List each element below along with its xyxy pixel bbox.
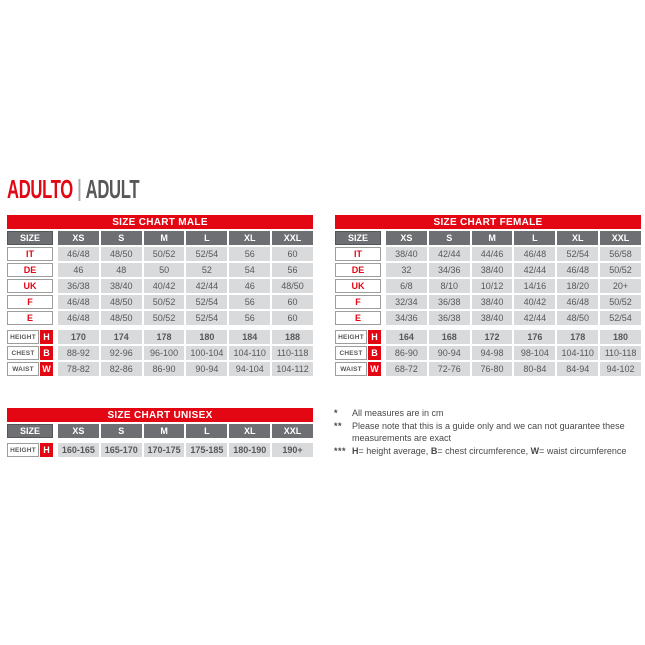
measure-row-waist bbox=[335, 362, 641, 376]
measure-cell: 172 bbox=[472, 330, 513, 344]
badge-h: H bbox=[40, 330, 53, 344]
size-cell: 34/36 bbox=[386, 311, 427, 325]
measure-label-wrap bbox=[7, 346, 53, 360]
measure-cell: 88-92 bbox=[58, 346, 99, 360]
size-cell: 14/16 bbox=[514, 279, 555, 293]
size-cell: 56 bbox=[229, 247, 270, 261]
measure-cell: 180-190 bbox=[229, 443, 270, 457]
measure-cell: 96-100 bbox=[144, 346, 185, 360]
measure-cell: 104-110 bbox=[557, 346, 598, 360]
column-header-l: L bbox=[514, 231, 555, 245]
column-header-row bbox=[7, 231, 313, 245]
row-label-waist: WAIST bbox=[335, 362, 367, 376]
measure-cell: 178 bbox=[557, 330, 598, 344]
column-header-cells bbox=[58, 424, 313, 438]
measure-label-wrap bbox=[7, 362, 53, 376]
size-cell: 32/34 bbox=[386, 295, 427, 309]
size-cell: 46/48 bbox=[58, 311, 99, 325]
measure-cell: 165-170 bbox=[101, 443, 142, 457]
size-row-cells bbox=[386, 295, 641, 309]
footnote-marker: ** bbox=[334, 421, 343, 431]
column-header-xxl: XXL bbox=[600, 231, 641, 245]
badge-w: W bbox=[40, 362, 53, 376]
title-divider: | bbox=[77, 174, 82, 201]
size-cell: 36/38 bbox=[429, 311, 470, 325]
measure-label-wrap bbox=[335, 346, 381, 360]
size-cell: 52/54 bbox=[186, 247, 227, 261]
row-label-f: F bbox=[7, 295, 53, 309]
footnote-bold-term: W bbox=[530, 445, 540, 456]
footnote-text: H= height average, B= chest circumference, W= waist circumference bbox=[352, 445, 627, 456]
size-cell: 38/40 bbox=[472, 295, 513, 309]
measure-label-wrap bbox=[335, 362, 381, 376]
measure-cell: 110-118 bbox=[272, 346, 313, 360]
size-cell: 46/48 bbox=[514, 247, 555, 261]
row-label-height: HEIGHT bbox=[335, 330, 367, 344]
size-cell: 48/50 bbox=[101, 247, 142, 261]
size-cell: 46/48 bbox=[58, 247, 99, 261]
size-row-e bbox=[7, 311, 313, 325]
measure-row-chest bbox=[335, 346, 641, 360]
size-cell: 48/50 bbox=[272, 279, 313, 293]
size-row-f bbox=[7, 295, 313, 309]
measure-cell: 94-102 bbox=[600, 362, 641, 376]
size-row-cells bbox=[58, 279, 313, 293]
column-header-xs: XS bbox=[58, 424, 99, 438]
measure-label-wrap bbox=[335, 330, 381, 344]
measure-cell: 72-76 bbox=[429, 362, 470, 376]
size-cell: 36/38 bbox=[429, 295, 470, 309]
badge-w: W bbox=[368, 362, 381, 376]
row-label-uk: UK bbox=[335, 279, 381, 293]
column-header-xxl: XXL bbox=[272, 231, 313, 245]
measure-cell: 80-84 bbox=[514, 362, 555, 376]
size-cell: 56 bbox=[229, 295, 270, 309]
row-label-chest: CHEST bbox=[335, 346, 367, 360]
column-header-xl: XL bbox=[229, 231, 270, 245]
size-cell: 52 bbox=[186, 263, 227, 277]
measure-cell: 90-94 bbox=[186, 362, 227, 376]
size-cell: 52/54 bbox=[600, 311, 641, 325]
footnote-marker: * bbox=[334, 408, 339, 418]
size-cell: 42/44 bbox=[514, 263, 555, 277]
measure-cell: 94-104 bbox=[229, 362, 270, 376]
column-header-xs: XS bbox=[386, 231, 427, 245]
measure-row-cells bbox=[58, 362, 313, 376]
column-header-cells bbox=[386, 231, 641, 245]
column-header-xs: XS bbox=[58, 231, 99, 245]
size-cell: 48/50 bbox=[101, 295, 142, 309]
page-title bbox=[7, 173, 140, 204]
size-cell: 46/48 bbox=[557, 263, 598, 277]
row-label-de: DE bbox=[7, 263, 53, 277]
size-row-cells bbox=[58, 263, 313, 277]
size-cell: 38/40 bbox=[472, 263, 513, 277]
size-cell: 48/50 bbox=[557, 311, 598, 325]
column-header-m: M bbox=[144, 231, 185, 245]
measure-cell: 92-96 bbox=[101, 346, 142, 360]
size-cell: 60 bbox=[272, 311, 313, 325]
measure-cell: 175-185 bbox=[186, 443, 227, 457]
size-cell: 50/52 bbox=[144, 295, 185, 309]
size-row-de bbox=[7, 263, 313, 277]
size-cell: 42/44 bbox=[429, 247, 470, 261]
column-header-m: M bbox=[472, 231, 513, 245]
measure-row-cells bbox=[58, 330, 313, 344]
size-cell: 38/40 bbox=[101, 279, 142, 293]
size-chart-male-table bbox=[7, 215, 313, 378]
measure-row-cells bbox=[386, 362, 641, 376]
measure-cell: 104-112 bbox=[272, 362, 313, 376]
column-header-row bbox=[7, 424, 313, 438]
size-cell: 52/54 bbox=[186, 295, 227, 309]
column-header-s: S bbox=[429, 231, 470, 245]
measure-row-height bbox=[7, 330, 313, 344]
row-label-de: DE bbox=[335, 263, 381, 277]
measure-label-wrap bbox=[7, 330, 53, 344]
measure-cell: 94-98 bbox=[472, 346, 513, 360]
size-cell: 18/20 bbox=[557, 279, 598, 293]
size-cell: 6/8 bbox=[386, 279, 427, 293]
size-cell: 56/58 bbox=[600, 247, 641, 261]
size-row-f bbox=[335, 295, 641, 309]
column-header-row bbox=[335, 231, 641, 245]
row-label-f: F bbox=[335, 295, 381, 309]
size-cell: 54 bbox=[229, 263, 270, 277]
size-cell: 32 bbox=[386, 263, 427, 277]
footnote-2 bbox=[334, 421, 645, 444]
measure-cell: 184 bbox=[229, 330, 270, 344]
table-title-female: SIZE CHART FEMALE bbox=[335, 215, 641, 229]
measure-cell: 176 bbox=[514, 330, 555, 344]
size-cell: 60 bbox=[272, 295, 313, 309]
badge-b: B bbox=[40, 346, 53, 360]
measure-cell: 98-104 bbox=[514, 346, 555, 360]
size-cell: 52/54 bbox=[186, 311, 227, 325]
measure-row-height bbox=[335, 330, 641, 344]
size-row-cells bbox=[386, 279, 641, 293]
size-cell: 50 bbox=[144, 263, 185, 277]
size-column-header: SIZE bbox=[7, 424, 53, 438]
measure-cell: 160-165 bbox=[58, 443, 99, 457]
size-cell: 46 bbox=[229, 279, 270, 293]
measure-cell: 164 bbox=[386, 330, 427, 344]
size-cell: 46/48 bbox=[557, 295, 598, 309]
measure-cell: 78-82 bbox=[58, 362, 99, 376]
size-cell: 48 bbox=[101, 263, 142, 277]
measure-row-cells bbox=[58, 443, 313, 457]
measure-row-height bbox=[7, 443, 313, 457]
badge-b: B bbox=[368, 346, 381, 360]
measure-cell: 190+ bbox=[272, 443, 313, 457]
column-header-s: S bbox=[101, 424, 142, 438]
size-cell: 48/50 bbox=[101, 311, 142, 325]
size-cell: 38/40 bbox=[472, 311, 513, 325]
column-header-l: L bbox=[186, 231, 227, 245]
measure-cell: 170 bbox=[58, 330, 99, 344]
size-cell: 52/54 bbox=[557, 247, 598, 261]
badge-h: H bbox=[368, 330, 381, 344]
size-cell: 50/52 bbox=[144, 247, 185, 261]
column-header-xxl: XXL bbox=[272, 424, 313, 438]
measure-cell: 170-175 bbox=[144, 443, 185, 457]
size-cell: 42/44 bbox=[514, 311, 555, 325]
measure-cell: 180 bbox=[600, 330, 641, 344]
measure-row-cells bbox=[386, 330, 641, 344]
size-cell: 42/44 bbox=[186, 279, 227, 293]
footnote-1 bbox=[334, 408, 645, 420]
measure-cell: 188 bbox=[272, 330, 313, 344]
size-row-cells bbox=[58, 247, 313, 261]
size-cell: 40/42 bbox=[514, 295, 555, 309]
size-cell: 50/52 bbox=[144, 311, 185, 325]
measure-cell: 84-94 bbox=[557, 362, 598, 376]
size-cell: 60 bbox=[272, 247, 313, 261]
footnote-marker: *** bbox=[334, 445, 347, 456]
size-cell: 56 bbox=[272, 263, 313, 277]
measure-cell: 68-72 bbox=[386, 362, 427, 376]
row-label-height: HEIGHT bbox=[7, 443, 39, 457]
measure-cell: 104-110 bbox=[229, 346, 270, 360]
measure-cell: 82-86 bbox=[101, 362, 142, 376]
size-chart-female-table bbox=[335, 215, 641, 378]
footnote-bold-term: B bbox=[430, 445, 438, 456]
measure-cell: 178 bbox=[144, 330, 185, 344]
size-row-it bbox=[335, 247, 641, 261]
size-cell: 34/36 bbox=[429, 263, 470, 277]
size-row-cells bbox=[58, 311, 313, 325]
measure-label-wrap bbox=[7, 443, 53, 457]
table-body-male bbox=[7, 231, 313, 376]
row-label-waist: WAIST bbox=[7, 362, 39, 376]
page-title-italian: ADULTO bbox=[7, 173, 73, 204]
footnote-3 bbox=[334, 446, 645, 458]
column-header-xl: XL bbox=[557, 231, 598, 245]
footnote-text: All measures are in cm bbox=[352, 408, 444, 418]
size-cell: 40/42 bbox=[144, 279, 185, 293]
measure-cell: 86-90 bbox=[386, 346, 427, 360]
size-cell: 50/52 bbox=[600, 263, 641, 277]
size-row-cells bbox=[386, 263, 641, 277]
table-title-unisex: SIZE CHART UNISEX bbox=[7, 408, 313, 422]
size-cell: 10/12 bbox=[472, 279, 513, 293]
row-label-e: E bbox=[335, 311, 381, 325]
size-column-header: SIZE bbox=[335, 231, 381, 245]
footnote-text: Please note that this is a guide only and we can not guarantee these measurements are exact bbox=[352, 421, 625, 443]
row-label-it: IT bbox=[7, 247, 53, 261]
column-header-l: L bbox=[186, 424, 227, 438]
table-body-female bbox=[335, 231, 641, 376]
page-title-english: ADULT bbox=[85, 173, 140, 204]
measure-cell: 110-118 bbox=[600, 346, 641, 360]
size-row-e bbox=[335, 311, 641, 325]
size-row-cells bbox=[386, 311, 641, 325]
size-cell: 50/52 bbox=[600, 295, 641, 309]
size-cell: 44/46 bbox=[472, 247, 513, 261]
size-cell: 46/48 bbox=[58, 295, 99, 309]
measure-cell: 174 bbox=[101, 330, 142, 344]
size-chart-unisex-table bbox=[7, 408, 313, 459]
measure-cell: 168 bbox=[429, 330, 470, 344]
size-cell: 56 bbox=[229, 311, 270, 325]
measure-row-waist bbox=[7, 362, 313, 376]
row-label-height: HEIGHT bbox=[7, 330, 39, 344]
table-body-unisex bbox=[7, 424, 313, 457]
size-column-header: SIZE bbox=[7, 231, 53, 245]
table-title-male: SIZE CHART MALE bbox=[7, 215, 313, 229]
size-cell: 46 bbox=[58, 263, 99, 277]
size-cell: 36/38 bbox=[58, 279, 99, 293]
size-row-uk bbox=[7, 279, 313, 293]
measure-cell: 86-90 bbox=[144, 362, 185, 376]
badge-h: H bbox=[40, 443, 53, 457]
row-label-uk: UK bbox=[7, 279, 53, 293]
column-header-m: M bbox=[144, 424, 185, 438]
size-row-it bbox=[7, 247, 313, 261]
size-row-cells bbox=[386, 247, 641, 261]
size-cell: 20+ bbox=[600, 279, 641, 293]
column-header-xl: XL bbox=[229, 424, 270, 438]
measure-row-chest bbox=[7, 346, 313, 360]
column-header-s: S bbox=[101, 231, 142, 245]
size-row-uk bbox=[335, 279, 641, 293]
measure-cell: 180 bbox=[186, 330, 227, 344]
measure-row-cells bbox=[386, 346, 641, 360]
size-row-cells bbox=[58, 295, 313, 309]
footnote-bold-term: H bbox=[352, 445, 359, 456]
size-cell: 8/10 bbox=[429, 279, 470, 293]
row-label-it: IT bbox=[335, 247, 381, 261]
row-label-chest: CHEST bbox=[7, 346, 39, 360]
measure-row-cells bbox=[58, 346, 313, 360]
size-row-de bbox=[335, 263, 641, 277]
measure-cell: 76-80 bbox=[472, 362, 513, 376]
size-cell: 38/40 bbox=[386, 247, 427, 261]
measure-cell: 100-104 bbox=[186, 346, 227, 360]
column-header-cells bbox=[58, 231, 313, 245]
measure-cell: 90-94 bbox=[429, 346, 470, 360]
row-label-e: E bbox=[7, 311, 53, 325]
footnotes bbox=[334, 408, 645, 459]
